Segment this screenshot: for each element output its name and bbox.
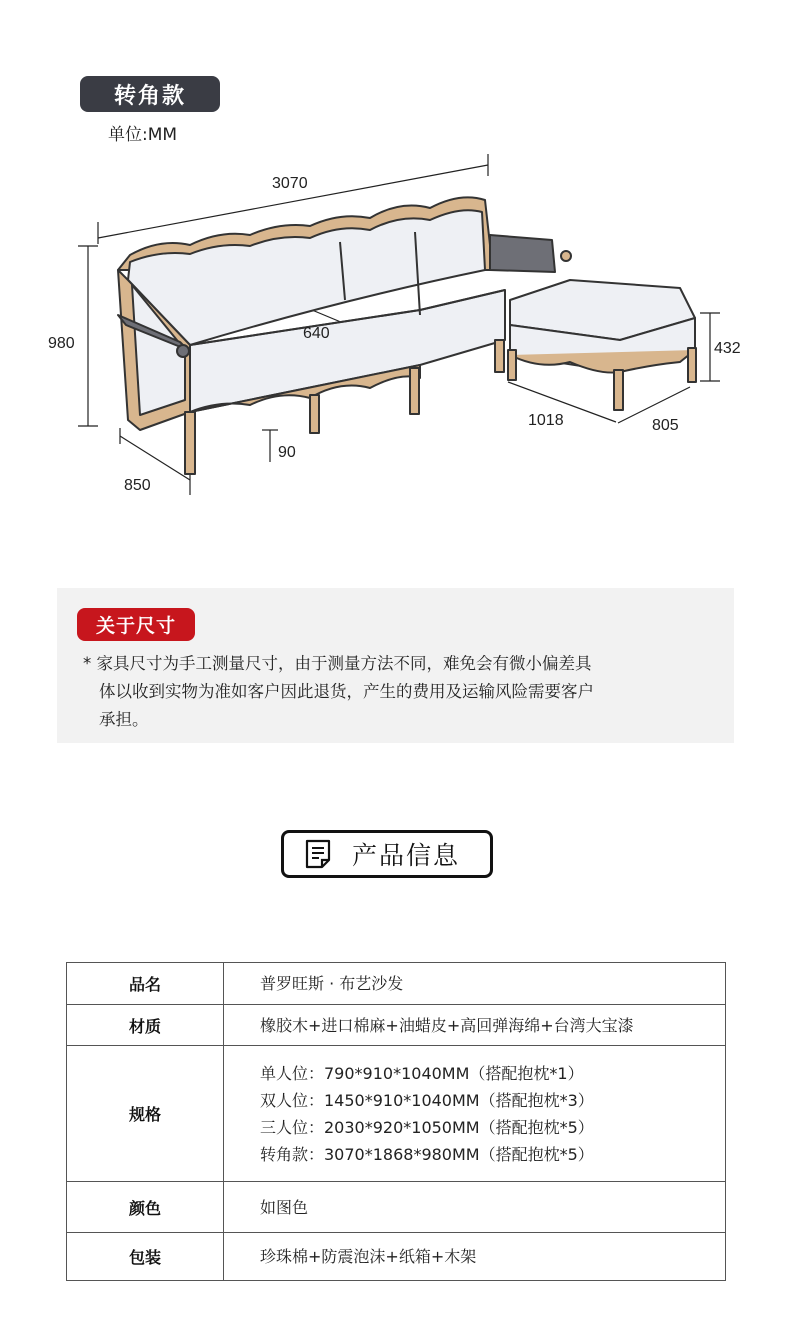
row-value (224, 1233, 726, 1281)
sofa-dimension-drawing (40, 150, 760, 510)
notice-line: 承担。 (99, 710, 149, 729)
spec-table (66, 962, 726, 1281)
table-row (67, 1233, 726, 1281)
table-row (67, 1005, 726, 1046)
size-notice (57, 588, 734, 743)
dim-leg-height: 90 (278, 444, 296, 461)
value-line: 单人位：790*910*1040MM（搭配抱枕*1） (260, 1063, 584, 1083)
row-value (224, 1005, 726, 1046)
document-icon (304, 839, 332, 869)
unit-label: 单位:MM (108, 125, 178, 145)
dim-seat-depth: 640 (303, 325, 330, 342)
notice-text (83, 650, 713, 734)
value-line: 橡胶木+进口棉麻+油蜡皮+高回弹海绵+台湾大宝漆 (260, 1015, 634, 1035)
sofa-illustration (118, 197, 696, 474)
dim-depth: 850 (124, 477, 151, 494)
dim-ottoman-length: 1018 (528, 412, 564, 429)
value-line: 珍珠棉+防震泡沫+纸箱+木架 (260, 1247, 477, 1266)
row-label: 材质 (67, 1005, 224, 1046)
section-title-label: 产品信息 (352, 841, 461, 870)
dim-height: 980 (48, 335, 75, 352)
notice-line: 体以收到实物为准如客户因此退货，产生的费用及运输风险需要客户 (99, 682, 594, 701)
value-line: 三人位：2030*920*1050MM（搭配抱枕*5） (260, 1117, 594, 1137)
row-value (224, 1046, 726, 1182)
row-label: 包装 (67, 1233, 224, 1281)
product-info-heading (281, 830, 493, 878)
table-row (67, 963, 726, 1005)
row-value (224, 1182, 726, 1233)
value-line: 如图色 (260, 1197, 309, 1217)
value-line: 转角款：3070*1868*980MM（搭配抱枕*5） (260, 1144, 594, 1164)
dim-ottoman-width: 805 (652, 417, 679, 434)
style-tag: 转角款 (80, 76, 220, 112)
row-label: 颜色 (67, 1182, 224, 1233)
dim-ottoman-height: 432 (714, 340, 741, 357)
value-line: 双人位：1450*910*1040MM（搭配抱枕*3） (260, 1090, 594, 1110)
dim-total-length: 3070 (272, 175, 308, 192)
row-label: 品名 (67, 963, 224, 1005)
value-line: 普罗旺斯 · 布艺沙发 (260, 974, 404, 993)
row-value (224, 963, 726, 1005)
table-row (67, 1046, 726, 1182)
notice-title: 关于尺寸 (77, 608, 195, 641)
row-label: 规格 (67, 1046, 224, 1182)
notice-line: * 家具尺寸为手工测量尺寸，由于测量方法不同，难免会有微小偏差具 (83, 654, 592, 673)
table-row (67, 1182, 726, 1233)
